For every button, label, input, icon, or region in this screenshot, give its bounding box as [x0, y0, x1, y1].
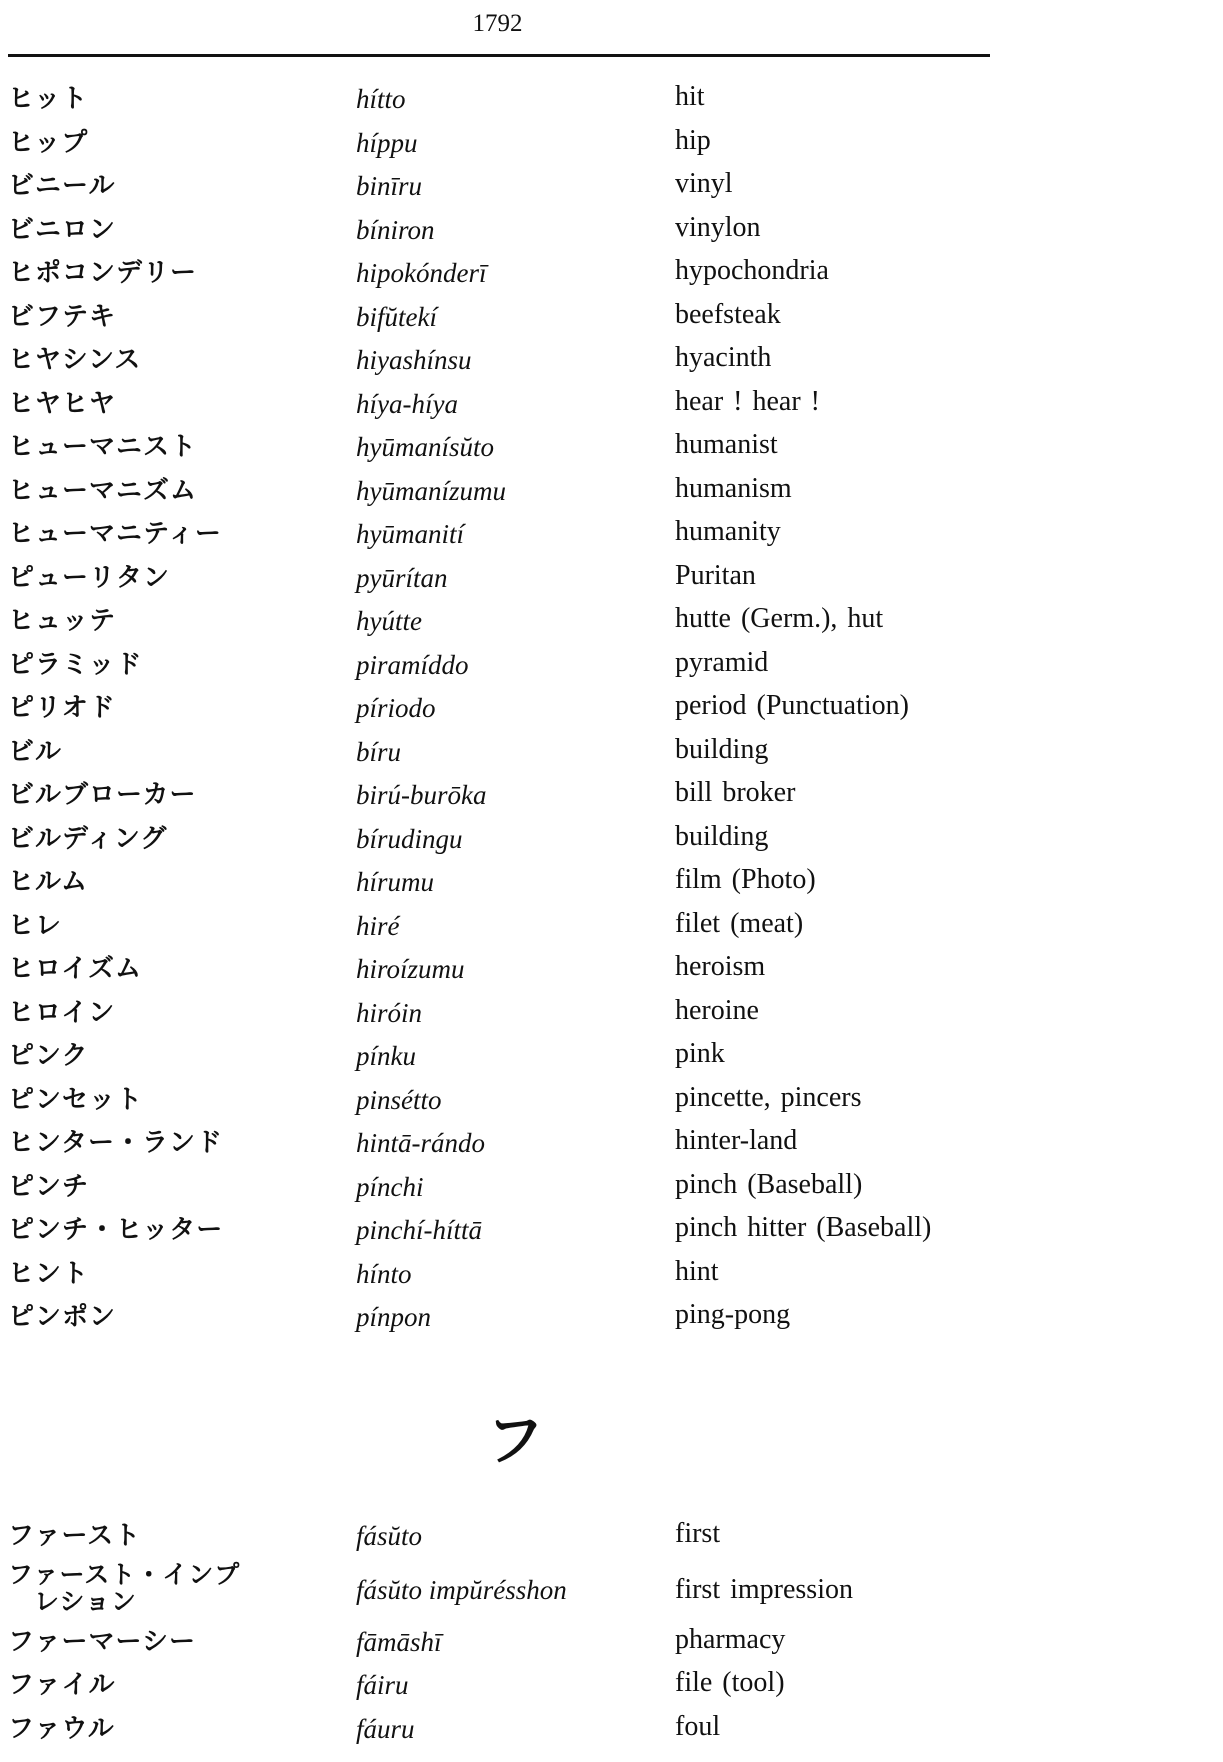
entry-row: [0, 1209, 1223, 1253]
entry-romaji: pinsétto: [356, 1084, 442, 1115]
entry-row: [0, 731, 1223, 775]
entry-romaji: pínku: [356, 1041, 416, 1071]
entry-katakana: ヒルム: [8, 867, 88, 897]
entry-romaji: hyūmanití: [356, 519, 464, 549]
entry-romaji: hiroízumu: [356, 954, 465, 984]
entry-romaji: pínpon: [356, 1302, 432, 1332]
entry-katakana: ヒポコンデリー: [8, 258, 198, 288]
entry-row: [0, 209, 1223, 253]
entry-romaji: hiróin: [356, 997, 423, 1028]
entry-row: [0, 600, 1223, 644]
entry-katakana: ピンポン: [8, 1302, 117, 1332]
entry-katakana: ピューリタン: [8, 562, 171, 593]
entry-romaji: pyūrítan: [356, 562, 448, 593]
entry-row: [0, 252, 1223, 296]
entry-katakana: ビルディング: [8, 823, 168, 854]
entry-english: hutte (Germ.), hut: [675, 603, 884, 634]
entry-romaji: hipokónderī: [356, 258, 487, 288]
entry-romaji: fásŭto: [356, 1521, 423, 1551]
entry-romaji: hyūmanízumu: [356, 475, 506, 506]
entry-english: beefsteak: [675, 298, 781, 330]
entry-romaji: hyūmanísŭto: [356, 432, 494, 462]
entry-katakana: ピンセット: [8, 1084, 144, 1115]
entry-romaji: bíniron: [356, 214, 435, 245]
entry-english: vinyl: [675, 168, 733, 199]
entry-romaji: pínchi: [356, 1171, 424, 1202]
entry-row: [0, 861, 1223, 905]
entry-romaji: fásŭto impŭrésshon: [356, 1574, 567, 1605]
entry-row: [0, 1166, 1223, 1210]
entry-katakana: ファースト・インプ レション: [8, 1559, 241, 1616]
section-fu-entries: [0, 1515, 1223, 1751]
entry-row: [0, 818, 1223, 862]
entry-row: [0, 644, 1223, 688]
entry-katakana: ファーマーシー: [8, 1626, 196, 1657]
entry-row: [0, 122, 1223, 166]
entry-katakana: ヒロイン: [8, 997, 116, 1028]
entry-katakana: ビニール: [8, 171, 116, 201]
entry-romaji: hiyashínsu: [356, 345, 472, 375]
entry-row: [0, 1621, 1223, 1665]
entry-katakana: ヒューマニスト: [8, 432, 198, 462]
entry-english: building: [675, 733, 769, 765]
entry-katakana: ビルブローカー: [8, 780, 197, 810]
entry-english: foul: [675, 1710, 721, 1742]
entry-row: [0, 426, 1223, 470]
entry-katakana: ピリオド: [8, 693, 116, 723]
entry-romaji: hínto: [356, 1258, 412, 1289]
entry-row: [0, 687, 1223, 731]
entry-katakana: ファウル: [8, 1713, 115, 1744]
entry-row: [0, 1515, 1223, 1559]
entry-katakana: ピンチ: [8, 1171, 90, 1202]
entry-english: vinylon: [675, 211, 761, 243]
entry-english: pinch hitter (Baseball): [675, 1212, 932, 1243]
entry-katakana: ファースト: [8, 1521, 142, 1551]
entry-english: pharmacy: [675, 1623, 786, 1655]
entry-katakana: ヒューマニティー: [8, 519, 222, 549]
entry-row: [0, 1559, 1223, 1621]
entry-katakana: ビニロン: [8, 214, 117, 245]
entry-romaji: fāmāshī: [356, 1626, 442, 1657]
entry-katakana: ヒット: [8, 84, 89, 114]
entry-english: file (tool): [675, 1667, 785, 1698]
entry-row: [0, 296, 1223, 340]
entry-romaji: fáiru: [356, 1670, 409, 1700]
entry-english: humanist: [675, 429, 778, 460]
entry-english: pyramid: [675, 646, 769, 678]
entry-katakana: ピンチ・ヒッター: [8, 1215, 224, 1245]
entry-row: [0, 905, 1223, 949]
entry-row: [0, 1664, 1223, 1708]
entry-row: [0, 513, 1223, 557]
entry-romaji: hiré: [356, 910, 400, 941]
entry-romaji: pinchí-híttā: [356, 1215, 482, 1245]
entry-row: [0, 1253, 1223, 1297]
entry-katakana: ビフテキ: [8, 301, 117, 332]
entry-english: building: [675, 820, 769, 852]
entry-english: heroism: [675, 951, 766, 982]
entry-row: [0, 339, 1223, 383]
entry-katakana: ヒレ: [8, 910, 63, 941]
entry-romaji: híppu: [356, 127, 418, 158]
entry-row: [0, 774, 1223, 818]
entry-romaji: bírudingu: [356, 823, 463, 854]
entry-english: hypochondria: [675, 255, 829, 286]
entry-english: heroine: [675, 994, 759, 1026]
entry-romaji: bíru: [356, 736, 402, 767]
entry-english: humanism: [675, 472, 792, 504]
entry-katakana: ヒューマニズム: [8, 475, 198, 506]
entry-english: hip: [675, 124, 711, 156]
entry-romaji: binīru: [356, 171, 423, 201]
entry-romaji: hírumu: [356, 867, 435, 897]
entry-row: [0, 1708, 1223, 1752]
entry-romaji: híya-híya: [356, 388, 458, 419]
entry-english: hyacinth: [675, 342, 772, 373]
header-rule: [8, 54, 990, 57]
entry-row: [0, 557, 1223, 601]
entry-row: [0, 78, 1223, 122]
entry-english: pink: [675, 1038, 725, 1069]
entry-romaji: birú-burōka: [356, 780, 487, 810]
section-header-fu: フ: [485, 1406, 544, 1474]
entry-row: [0, 1296, 1223, 1340]
entry-english: first: [675, 1518, 721, 1549]
entry-romaji: bifŭtekí: [356, 301, 437, 332]
entry-english: humanity: [675, 516, 781, 547]
entry-english: hint: [675, 1255, 719, 1287]
entry-katakana: ヒヤヒヤ: [8, 388, 117, 419]
entry-english: filet (meat): [675, 907, 804, 939]
entry-romaji: piramíddo: [356, 649, 469, 680]
entry-row: [0, 1079, 1223, 1123]
entry-katakana: ヒヤシンス: [8, 345, 142, 375]
entry-row: [0, 165, 1223, 209]
entry-katakana: ヒロイズム: [8, 954, 142, 984]
entry-row: [0, 1035, 1223, 1079]
entry-row: [0, 470, 1223, 514]
entry-romaji: fáuru: [356, 1713, 415, 1744]
entry-row: [0, 948, 1223, 992]
entry-english: Puritan: [675, 559, 756, 591]
entry-english: hinter-land: [675, 1125, 798, 1156]
entry-english: first impression: [675, 1573, 853, 1605]
entry-katakana: ヒュッテ: [8, 606, 117, 636]
entry-row: [0, 383, 1223, 427]
entry-katakana: ピラミッド: [8, 649, 143, 680]
entry-row: [0, 992, 1223, 1036]
entry-katakana: ヒップ: [8, 127, 89, 158]
entry-romaji: hítto: [356, 84, 406, 114]
entry-english: pinch (Baseball): [675, 1168, 863, 1200]
entry-english: hear ! hear !: [675, 385, 821, 417]
entry-row: [0, 1122, 1223, 1166]
entry-katakana: ピンク: [8, 1041, 89, 1071]
section-hi-entries: [0, 78, 1223, 1340]
entry-katakana: ヒンター・ランド: [8, 1128, 223, 1158]
entry-english: film (Photo): [675, 864, 816, 895]
page-number: 1792: [472, 10, 523, 37]
entry-english: period (Punctuation): [675, 690, 909, 721]
entry-english: pincette, pincers: [675, 1081, 862, 1113]
entry-katakana: ファイル: [8, 1670, 116, 1700]
entry-romaji: hyútte: [356, 606, 422, 636]
entry-romaji: píriodo: [356, 693, 436, 723]
entry-english: bill broker: [675, 777, 796, 808]
entry-english: hit: [675, 81, 705, 112]
entry-romaji: hintā-rándo: [356, 1128, 486, 1158]
entry-katakana: ビル: [8, 736, 63, 767]
entry-katakana: ヒント: [8, 1258, 90, 1289]
entry-english: ping-pong: [675, 1299, 791, 1330]
